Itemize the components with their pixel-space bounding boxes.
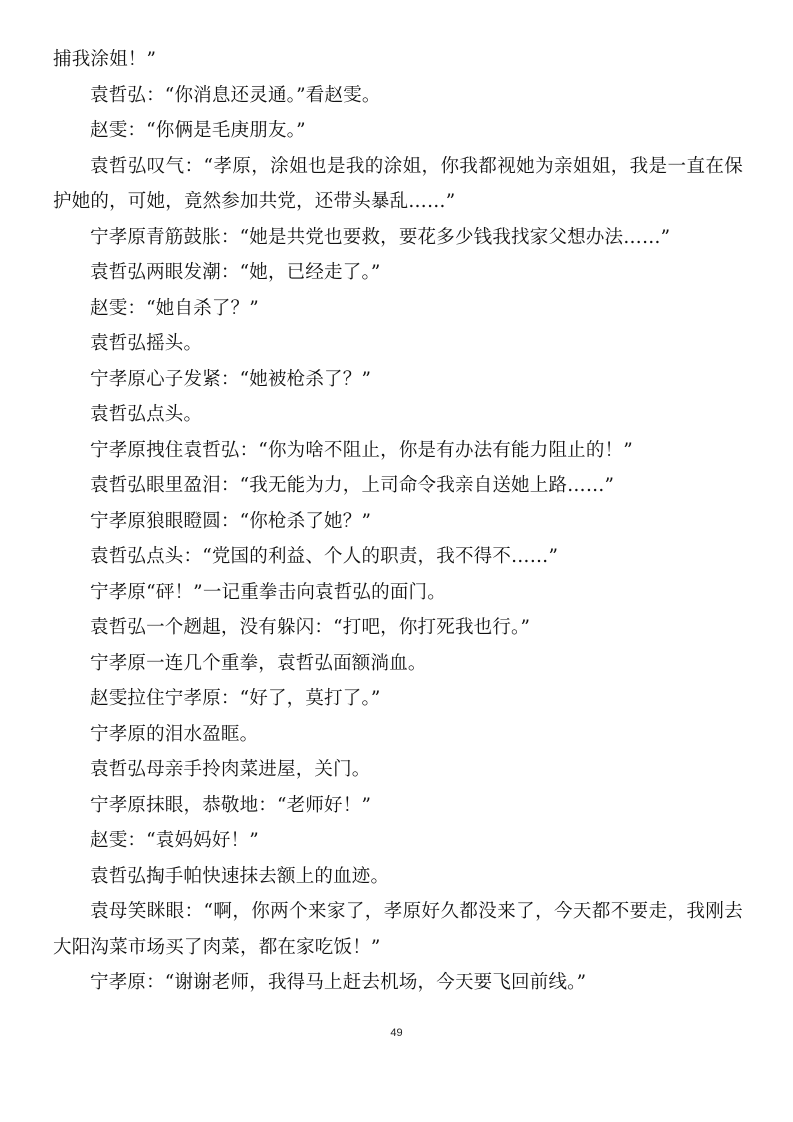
paragraph: 赵雯：“袁妈妈好！” [90,830,259,851]
paragraph: 宁孝原抹眼，恭敬地：“老师好！” [90,794,372,816]
paragraph: 宁孝原一连几个重拳，袁哲弘面额淌血。 [90,652,427,674]
paragraph: 赵雯拉住宁孝原：“好了，莫打了。” [90,688,381,709]
paragraph: 袁哲弘眼里盈泪：“我无能为力，上司命令我亲自送她上路……” [90,475,615,496]
paragraph: 袁哲弘掏手帕快速抹去额上的血迹。 [90,865,390,887]
paragraph: 宁孝原狼眼瞪圆：“你枪杀了她？” [90,510,372,532]
paragraph: 宁孝原“砰！”一记重拳击向袁哲弘的面门。 [90,581,446,603]
paragraph: 赵雯：“你俩是毛庚朋友。” [90,120,306,141]
paragraph: 袁哲弘叹气：“孝原，涂姐也是我的涂姐，你我都视她为亲姐姐，我是一直在保护她的，可她，竟然参加共党，还带头暴乱……” [53,155,743,212]
paragraph: 宁孝原青筋鼓胀：“她是共党也要救，要花多少钱我找家父想办法……” [90,226,671,248]
paragraph: 袁哲弘：“你消息还灵通。”看赵雯。 [90,84,381,106]
paragraph: 赵雯：“她自杀了？” [90,297,259,319]
paragraph: 袁母笑眯眼：“啊，你两个来家了，孝原好久都没来了，今天都不要走，我刚去大阳沟菜市场买了肉菜，都在家吃饭！” [53,901,743,958]
paragraph: 宁孝原：“谢谢老师，我得马上赶去机场，今天要飞回前线。” [90,972,587,993]
paragraph: 捕我涂姐！” [53,49,157,70]
paragraph: 袁哲弘两眼发潮：“她，已经走了。” [90,262,381,283]
paragraph: 宁孝原心子发紧：“她被枪杀了？” [90,368,372,390]
page-number: 49 [390,1027,403,1039]
paragraph: 宁孝原的泪水盈眶。 [90,723,259,745]
paragraph: 袁哲弘点头：“党国的利益、个人的职责，我不得不……” [90,546,559,567]
paragraph: 袁哲弘一个趔趄，没有躲闪：“打吧，你打死我也行。” [90,617,531,638]
body-text [53,42,743,1001]
paragraph: 袁哲弘摇头。 [90,333,203,354]
paragraph: 袁哲弘母亲手拎肉菜进屋，关门。 [90,759,371,780]
paragraph: 宁孝原拽住袁哲弘：“你为啥不阻止，你是有办法有能力阻止的！” [90,439,633,461]
paragraph: 袁哲弘点头。 [90,404,203,425]
